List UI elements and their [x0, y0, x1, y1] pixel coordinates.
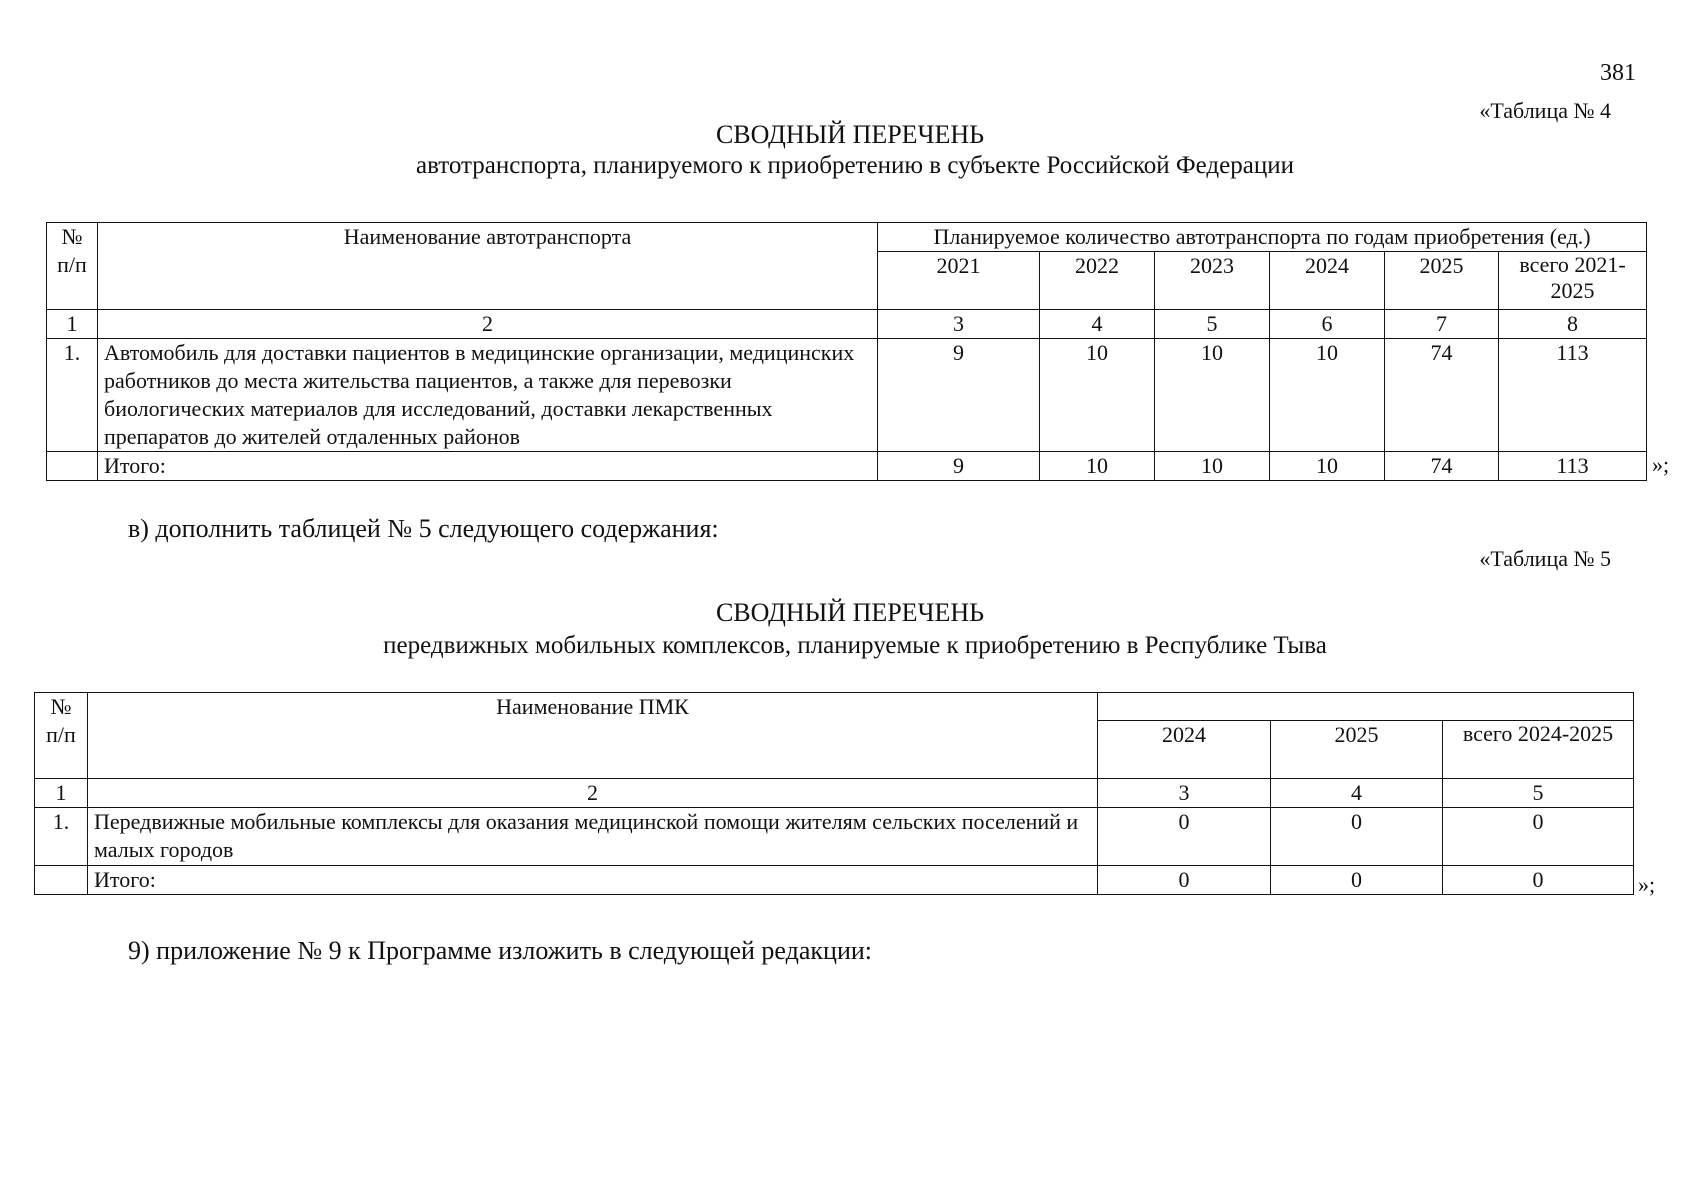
row-value: 0 — [1271, 808, 1443, 866]
col-number: 4 — [1271, 779, 1443, 808]
col-number: 8 — [1499, 310, 1647, 339]
header-year: 2024 — [1270, 252, 1385, 310]
row-value: 10 — [1155, 339, 1270, 452]
header-group — [1098, 693, 1634, 721]
header-year: 2025 — [1271, 721, 1443, 779]
total-row — [47, 452, 1647, 481]
col-number: 3 — [878, 310, 1040, 339]
row-value: 74 — [1385, 339, 1499, 452]
header-year: 2023 — [1155, 252, 1270, 310]
table5-closing-quote: »; — [1638, 872, 1656, 897]
table-row — [47, 339, 1647, 452]
table4-title: СВОДНЫЙ ПЕРЕЧЕНЬ — [715, 120, 985, 149]
total-value: 9 — [878, 452, 1040, 481]
col-number: 2 — [98, 310, 878, 339]
total-num — [47, 452, 98, 481]
table4-closing-quote: »; — [1652, 452, 1670, 477]
col-number: 5 — [1155, 310, 1270, 339]
col-number: 2 — [88, 779, 1098, 808]
row-value: 10 — [1040, 339, 1155, 452]
total-value: 10 — [1270, 452, 1385, 481]
total-row — [35, 866, 1634, 895]
total-num — [35, 866, 88, 895]
paragraph-v: в) дополнить таблицей № 5 следующего содержания: — [128, 514, 719, 543]
table4 — [46, 222, 1647, 481]
row-value: 0 — [1098, 808, 1271, 866]
table5-title: СВОДНЫЙ ПЕРЕЧЕНЬ — [715, 598, 985, 627]
header-num: № п/п — [35, 693, 88, 779]
header-year: 2021 — [878, 252, 1040, 310]
total-value: 10 — [1155, 452, 1270, 481]
header-num: № п/п — [47, 223, 98, 310]
row-value: 10 — [1270, 339, 1385, 452]
col-number: 1 — [35, 779, 88, 808]
total-value: 10 — [1040, 452, 1155, 481]
total-value: 0 — [1271, 866, 1443, 895]
table4-subtitle: автотранспорта, планируемого к приобретению в субъекте Российской Федерации — [416, 152, 1294, 179]
row-value: 9 — [878, 339, 1040, 452]
header-year-total: всего 2021-2025 — [1499, 252, 1647, 310]
row-name: Автомобиль для доставки пациентов в медицинские организации, медицинских работников до места жительства пациентов, а также для перевозки биологических материалов для исследований, доставки лекарственных препаратов до жителей отдаленных районов — [98, 339, 878, 452]
total-value: 113 — [1499, 452, 1647, 481]
table5 — [34, 692, 1634, 895]
header-name: Наименование ПМК — [88, 693, 1098, 779]
col-number: 5 — [1443, 779, 1634, 808]
paragraph-9: 9) приложение № 9 к Программе изложить в следующей редакции: — [128, 936, 872, 965]
row-num: 1. — [47, 339, 98, 452]
table5-reference: «Таблица № 5 — [1479, 546, 1611, 571]
total-label: Итого: — [98, 452, 878, 481]
total-label: Итого: — [88, 866, 1098, 895]
header-year: 2025 — [1385, 252, 1499, 310]
total-value: 0 — [1443, 866, 1634, 895]
column-number-row — [35, 779, 1634, 808]
header-year: 2022 — [1040, 252, 1155, 310]
total-value: 0 — [1098, 866, 1271, 895]
col-number: 1 — [47, 310, 98, 339]
col-number: 4 — [1040, 310, 1155, 339]
table4-reference: «Таблица № 4 — [1479, 98, 1611, 123]
header-group: Планируемое количество автотранспорта по годам приобретения (ед.) — [878, 223, 1647, 252]
total-value: 74 — [1385, 452, 1499, 481]
page-number: 381 — [1600, 60, 1636, 86]
column-number-row — [47, 310, 1647, 339]
col-number: 6 — [1270, 310, 1385, 339]
row-value: 113 — [1499, 339, 1647, 452]
header-year: 2024 — [1098, 721, 1271, 779]
row-name: Передвижные мобильные комплексы для оказания медицинской помощи жителям сельских поселений и малых городов — [88, 808, 1098, 866]
header-name: Наименование автотранспорта — [98, 223, 878, 310]
table5-subtitle: передвижных мобильных комплексов, планируемые к приобретению в Республике Тыва — [383, 632, 1327, 659]
header-year-total: всего 2024-2025 — [1443, 721, 1634, 779]
row-num: 1. — [35, 808, 88, 866]
col-number: 3 — [1098, 779, 1271, 808]
row-value: 0 — [1443, 808, 1634, 866]
table-row — [35, 808, 1634, 866]
col-number: 7 — [1385, 310, 1499, 339]
